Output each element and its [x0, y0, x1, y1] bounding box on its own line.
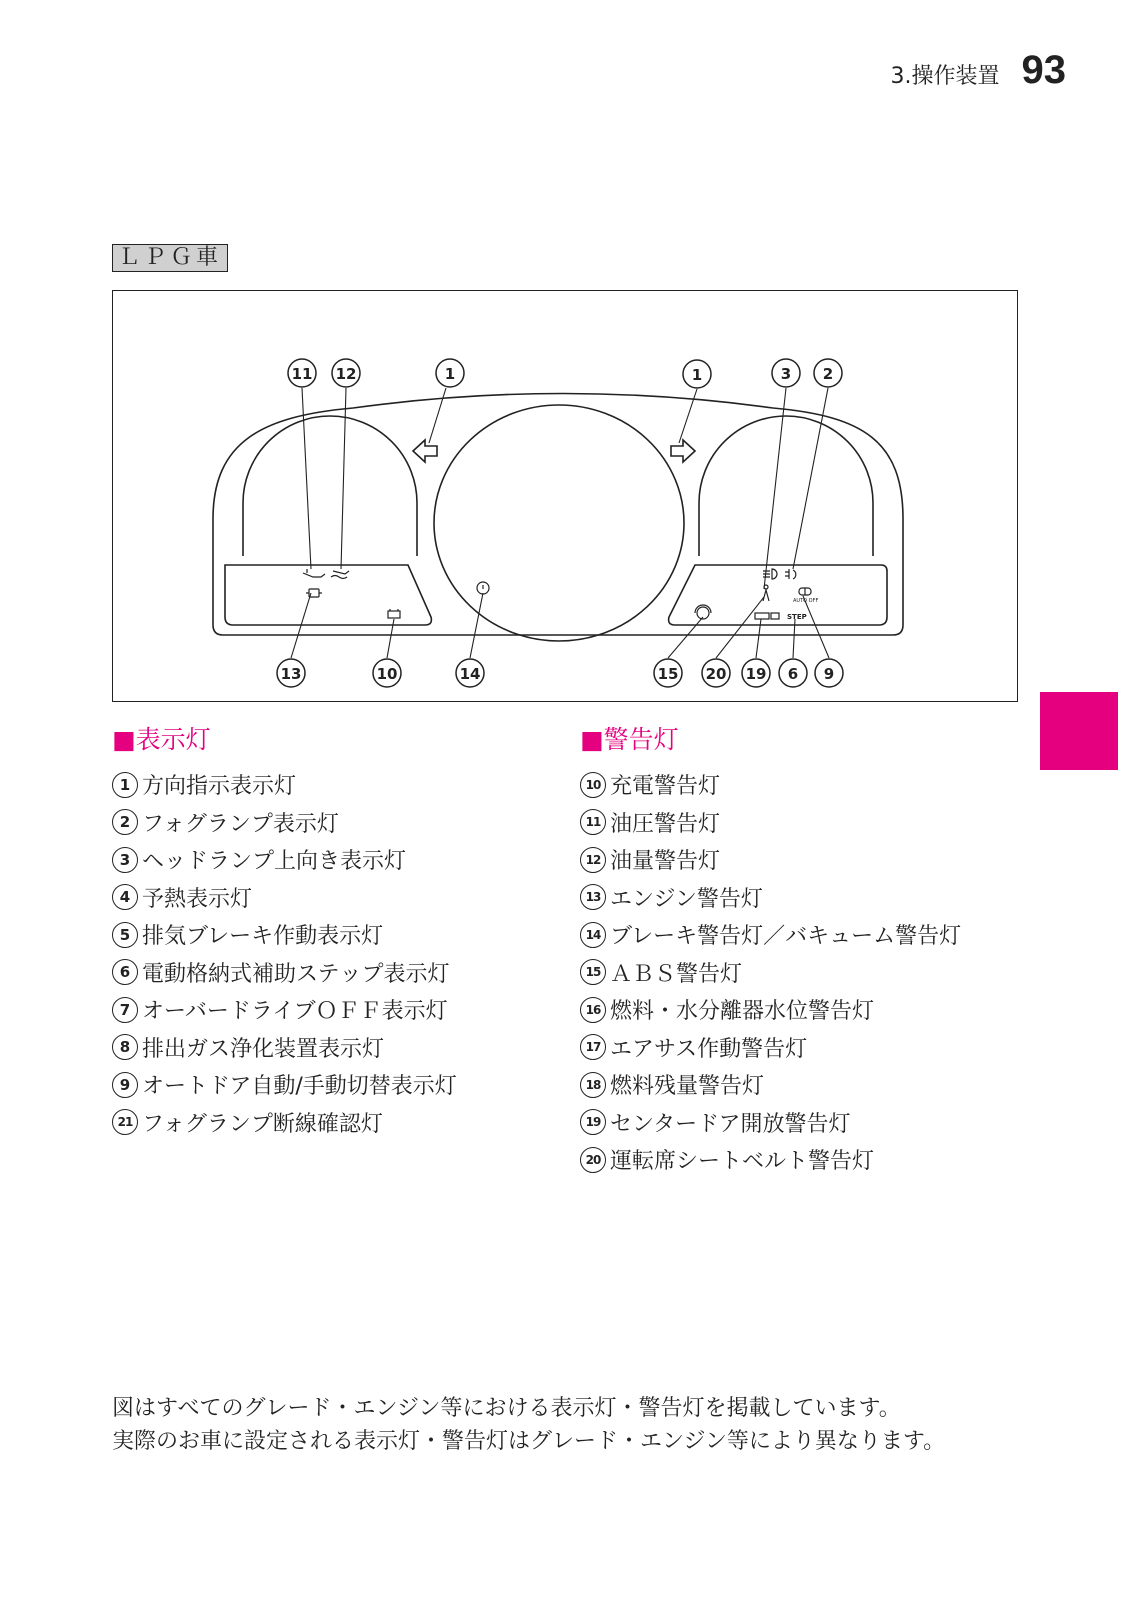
left-gauge-window — [243, 416, 417, 556]
item-number: 1 — [112, 772, 138, 798]
list-item — [580, 879, 961, 917]
item-number: 17 — [580, 1034, 606, 1060]
item-number: 8 — [112, 1034, 138, 1060]
brake-warning-icon — [477, 582, 489, 594]
abs-icon — [695, 605, 711, 619]
oil-pressure-icon — [303, 569, 325, 577]
list-item — [580, 841, 961, 879]
instrument-cluster-diagram — [112, 290, 1018, 702]
list-item — [580, 804, 961, 842]
oil-level-icon — [331, 571, 349, 579]
callout-19: 19 — [745, 665, 767, 683]
item-number: 12 — [580, 847, 606, 873]
list-item — [580, 954, 961, 992]
list-item — [112, 879, 457, 917]
auto-door-icon — [799, 588, 811, 595]
leader-12 — [341, 388, 346, 569]
leader-1b — [679, 389, 697, 443]
indicator-list — [112, 766, 457, 1141]
list-item — [112, 1029, 457, 1067]
item-label: ヘッドランプ上向き表示灯 — [142, 849, 407, 875]
callout-20: 20 — [705, 665, 727, 683]
leader-9 — [803, 596, 829, 658]
item-number: 9 — [112, 1072, 138, 1098]
right-gauge-window — [699, 416, 873, 556]
leader-15 — [668, 617, 703, 658]
list-item — [112, 766, 457, 804]
callout-10: 10 — [376, 665, 398, 683]
fog-lamp-icon — [785, 569, 796, 579]
item-label: 排出ガス浄化装置表示灯 — [142, 1036, 385, 1062]
item-label: エアサス作動警告灯 — [610, 1036, 808, 1062]
callout-2: 2 — [822, 365, 834, 383]
item-label: 運転席シートベルト警告灯 — [610, 1149, 875, 1175]
indicator-legend — [112, 724, 457, 1141]
engine-check-icon — [306, 589, 322, 597]
item-label: センタードア開放警告灯 — [610, 1111, 851, 1137]
center-door-icon — [755, 613, 779, 619]
item-number: 11 — [580, 809, 606, 835]
item-number: 7 — [112, 997, 138, 1023]
list-item — [580, 916, 961, 954]
indicator-heading: ■表示灯 — [112, 725, 211, 754]
section-name: 3.操作装置 — [890, 64, 1000, 89]
callout-11: 11 — [291, 365, 313, 383]
callout-12: 12 — [335, 365, 357, 383]
item-label: 方向指示表示灯 — [142, 774, 297, 800]
item-number: 3 — [112, 847, 138, 873]
list-item — [580, 1066, 961, 1104]
list-item — [580, 766, 961, 804]
list-item — [112, 954, 457, 992]
item-label: 燃料・水分離器水位警告灯 — [610, 999, 875, 1025]
callout-6: 6 — [787, 665, 799, 683]
item-label: ブレーキ警告灯／バキューム警告灯 — [610, 924, 962, 950]
leader-1a — [429, 388, 446, 443]
list-item — [580, 991, 961, 1029]
turn-left-arrow-icon — [413, 440, 437, 462]
chapter-tab — [1040, 692, 1118, 770]
item-label: オーバードライブＯＦＦ表示灯 — [142, 999, 448, 1025]
turn-right-arrow-icon — [671, 440, 695, 462]
item-number: 19 — [580, 1109, 606, 1135]
warning-list — [580, 766, 961, 1179]
item-number: 16 — [580, 997, 606, 1023]
speedometer-dial — [434, 405, 684, 641]
item-number: 5 — [112, 922, 138, 948]
page-number: 93 — [1021, 48, 1066, 92]
footnote-line-1: 図はすべてのグレード・エンジン等における表示灯・警告灯を掲載しています。 — [112, 1396, 901, 1421]
item-label: フォグランプ表示灯 — [142, 811, 339, 837]
page-header — [891, 48, 1067, 93]
list-item — [112, 1066, 457, 1104]
item-label: 排気ブレーキ作動表示灯 — [142, 924, 384, 950]
item-number: 2 — [112, 809, 138, 835]
cluster-drawing — [113, 291, 1017, 701]
callout-13: 13 — [280, 665, 302, 683]
item-label: 電動格納式補助ステップ表示灯 — [142, 961, 450, 987]
leader-2 — [793, 388, 828, 569]
callout-9: 9 — [823, 665, 835, 683]
warning-heading: ■警告灯 — [580, 725, 679, 754]
step-label: STEP — [787, 613, 807, 621]
battery-icon — [388, 609, 400, 618]
list-item — [112, 841, 457, 879]
item-label: ＡＢＳ警告灯 — [610, 961, 743, 987]
item-label: 予熱表示灯 — [142, 886, 253, 912]
footnote — [112, 1392, 945, 1458]
item-number: 21 — [112, 1109, 138, 1135]
callout-3: 3 — [780, 365, 792, 383]
callout-15: 15 — [657, 665, 679, 683]
list-item — [112, 1104, 457, 1142]
item-number: 18 — [580, 1072, 606, 1098]
item-number: 4 — [112, 884, 138, 910]
item-label: 燃料残量警告灯 — [610, 1074, 765, 1100]
list-item — [112, 991, 457, 1029]
item-label: フォグランプ断線確認灯 — [142, 1111, 383, 1137]
warning-legend — [580, 724, 961, 1179]
item-number: 6 — [112, 959, 138, 985]
item-label: エンジン警告灯 — [610, 886, 763, 912]
list-item — [112, 916, 457, 954]
list-item — [580, 1029, 961, 1067]
item-number: 15 — [580, 959, 606, 985]
item-label: 充電警告灯 — [610, 774, 721, 800]
list-item — [580, 1104, 961, 1142]
auto-off-label: AUTO OFF — [793, 598, 819, 604]
variant-label: ＬＰＧ車 — [112, 244, 228, 272]
footnote-line-2: 実際のお車に設定される表示灯・警告灯はグレード・エンジン等により異なります。 — [112, 1429, 946, 1454]
list-item — [112, 804, 457, 842]
callout-1b: 1 — [691, 366, 703, 384]
item-number: 10 — [580, 772, 606, 798]
callout-1a: 1 — [444, 365, 456, 383]
leader-14 — [470, 593, 483, 658]
item-number: 14 — [580, 922, 606, 948]
list-item — [580, 1141, 961, 1179]
right-warning-panel — [669, 565, 887, 625]
callout-14: 14 — [459, 665, 481, 683]
item-label: 油量警告灯 — [610, 849, 721, 875]
item-number: 13 — [580, 884, 606, 910]
item-number: 20 — [580, 1147, 606, 1173]
item-label: 油圧警告灯 — [610, 811, 721, 837]
item-label: オートドア自動/手動切替表示灯 — [142, 1074, 457, 1100]
